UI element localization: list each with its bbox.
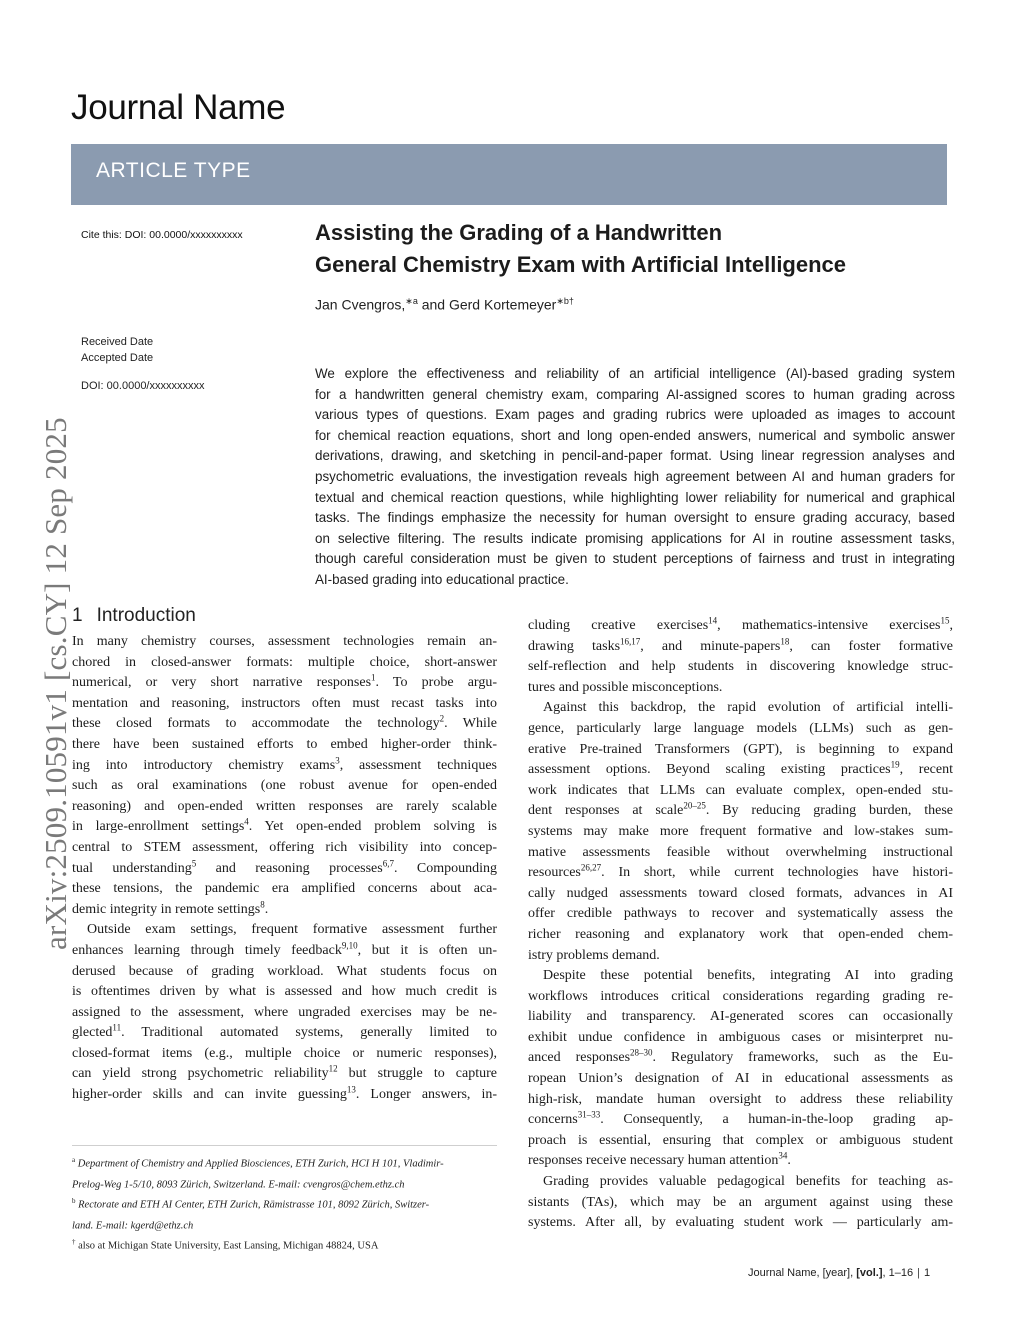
text-line <box>528 1213 953 1234</box>
text-run: . <box>787 1153 791 1169</box>
text-run: Outside exam settings, frequent formative assessment further <box>87 922 497 938</box>
text-run: Grading provides valuable pedagogical benefits for teaching as- <box>543 1174 953 1190</box>
text-run: work indicates that LLMs can evaluate complex, open-ended stu- <box>528 782 953 798</box>
text-line <box>72 1003 497 1024</box>
citation-ref: 13 <box>346 1084 356 1095</box>
text-line <box>528 1151 953 1172</box>
abstract-line: derivations, drawing, and sketching in pencil-and-paper format. Using linear regression analyses and <box>315 448 955 464</box>
text-line <box>528 904 953 925</box>
text-run: liability and transparency. AI-generated scores can occasionally <box>528 1009 953 1025</box>
text-run: . Longer answers, in- <box>355 1087 498 1103</box>
citation-ref: 4 <box>244 816 249 827</box>
text-run: offer credible pathways to recover and systematically assess the <box>528 906 953 922</box>
text-line <box>528 884 953 905</box>
footer-journal: Journal Name, [year], <box>748 1267 857 1279</box>
arxiv-identifier-stamp: arXiv:2509.10591v1 [cs.CY] 12 Sep 2025 <box>38 417 73 950</box>
text-run: Against this backdrop, the rapid evolution of artificial intelli- <box>543 700 953 716</box>
journal-name: Journal Name <box>71 88 286 127</box>
abstract-line: We explore the effectiveness and reliability of an artificial intelligence (AI)-based grading system <box>315 366 955 381</box>
title-line-2: General Chemistry Exam with Artificial Intelligence <box>315 252 847 277</box>
citation-ref: 26,27 <box>580 862 602 873</box>
text-line <box>72 735 497 756</box>
text-run: is oftentimes driven by what is assessed and how much credit is <box>72 984 497 1000</box>
article-dates <box>81 334 153 366</box>
footnote-line <box>72 1173 497 1194</box>
received-date: Received Date <box>81 336 154 348</box>
text-run: but struggle to capture <box>337 1066 497 1082</box>
text-run: chored in closed-answer formats: multiple choice, short-answer <box>72 654 497 670</box>
abstract-line: for chemical reaction equations, short and long open-ended answers, numerical and symbolic answer <box>315 427 955 443</box>
footnote-line <box>72 1152 497 1173</box>
text-line <box>72 1044 497 1065</box>
footer-page-number: 1 <box>923 1267 931 1279</box>
text-run: derused because of grading workload. What students focus on <box>72 963 497 979</box>
text-line <box>72 982 497 1003</box>
title-line-1: Assisting the Grading of a Handwritten <box>315 220 723 245</box>
text-line <box>72 962 497 983</box>
text-run: systems. After all, by evaluating student work — particularly am- <box>528 1215 953 1231</box>
text-run: cally nudged assessments toward closed formats, advances in AI <box>528 885 953 901</box>
text-line <box>528 822 953 843</box>
body-column-left <box>72 632 497 1106</box>
author-list <box>315 296 574 313</box>
footnote-line <box>72 1234 497 1255</box>
affiliation-footnotes <box>72 1152 497 1255</box>
text-run: , but it is often un- <box>357 942 498 958</box>
text-line <box>72 673 497 694</box>
footer-volume: [vol.] <box>856 1267 883 1279</box>
abstract-line: tasks. The findings emphasize the necessity for human oversight to ensure grading accuracy, based <box>315 510 955 526</box>
citation-ref: 3 <box>335 754 340 765</box>
footnote-text: Department of Chemistry and Applied Biosciences, ETH Zurich, HCI H 101, Vladimir- <box>75 1158 444 1170</box>
footnote-text: Rectorate and ETH AI Center, ETH Zurich, Rämistrasse 101, 8092 Zürich, Switzer- <box>75 1199 430 1211</box>
text-line <box>528 1172 953 1193</box>
text-run: richer reasoning and explanatory work that open-ended chem- <box>528 926 953 942</box>
footnote-text: Prelog-Weg 1-5/10, 8093 Zürich, Switzerland. E-mail: cvengros@chem.ethz.ch <box>72 1179 405 1190</box>
text-run: workflows introduces critical considerations regarding grading re- <box>528 988 953 1004</box>
citation-ref: 14 <box>708 615 718 626</box>
footnote-divider <box>72 1145 497 1146</box>
citation-ref: 1 <box>371 672 376 683</box>
text-run: . Consequently, a human-in-the-loop grading ap- <box>600 1112 953 1128</box>
text-line <box>528 1193 953 1214</box>
text-run: assigned to the assessment, where ungraded exercises may be ne- <box>72 1004 497 1020</box>
text-line <box>528 1069 953 1090</box>
text-line <box>528 781 953 802</box>
text-run: can yield strong psychometric reliability <box>72 1066 329 1082</box>
footnote-text: also at Michigan State University, East Lansing, Michigan 48824, USA <box>75 1240 379 1252</box>
text-line <box>528 1131 953 1152</box>
text-run: tual understanding <box>72 860 192 876</box>
paper-title <box>315 217 955 281</box>
citation-ref: 12 <box>328 1063 338 1074</box>
citation-ref: 18 <box>780 635 790 646</box>
text-run: , assessment techniques <box>339 757 497 773</box>
text-run: mative assessments feasible without overwhelming instructional <box>528 844 953 860</box>
text-run: such as oral examinations (one robust avenue for open-ended <box>72 778 497 794</box>
footnote-mark: b <box>72 1197 76 1205</box>
article-type-banner <box>71 144 947 205</box>
text-run: mentation and reasoning, instructors often must recast tasks into <box>72 695 497 711</box>
text-line <box>72 653 497 674</box>
text-line <box>72 1064 497 1085</box>
text-line <box>528 616 953 637</box>
footnote-line <box>72 1193 497 1214</box>
accepted-date: Accepted Date <box>81 352 154 364</box>
citation-ref: 20–25 <box>683 800 706 811</box>
footnote-mark: a <box>72 1156 76 1164</box>
text-line <box>528 987 953 1008</box>
author-kortemeyer: Gerd Kortemeyer <box>448 296 557 313</box>
text-line <box>72 776 497 797</box>
text-run: anced responses <box>528 1050 631 1066</box>
text-line <box>528 1110 953 1131</box>
text-line <box>528 698 953 719</box>
citation-ref: 16,17 <box>620 635 641 646</box>
citation-ref: 5 <box>191 857 197 868</box>
text-run: . Compounding <box>393 860 497 876</box>
citation-ref: 9,10 <box>341 940 358 951</box>
citation-ref: 8 <box>260 899 265 910</box>
citation-ref: 11 <box>112 1022 122 1033</box>
text-run: demic integrity in remote settings <box>72 901 261 917</box>
text-run: proach is essential, ensuring that complex or ambiguous student <box>528 1132 953 1148</box>
text-run: cluding creative exercises <box>528 618 709 633</box>
text-run: glected <box>72 1025 113 1041</box>
author-affiliation-mark: ∗a <box>405 296 418 306</box>
abstract-line: though careful consideration must be given to student perceptions of fairness and trust in integrating <box>315 551 955 567</box>
text-run: and reasoning processes <box>196 860 383 876</box>
author-conjunction: and <box>417 296 449 313</box>
text-run: . While <box>444 716 497 732</box>
text-line <box>528 1090 953 1111</box>
text-line <box>528 966 953 987</box>
text-run: enhances learning through timely feedback <box>72 942 342 958</box>
author-affiliation-mark: ∗b† <box>556 296 574 306</box>
author-cvengros: Jan Cvengros, <box>315 296 406 313</box>
text-run: istry problems demand. <box>528 947 660 963</box>
text-line <box>528 1048 953 1069</box>
text-line <box>72 797 497 818</box>
abstract-line: AI-based grading into educational practice. <box>315 571 569 587</box>
text-line <box>528 719 953 740</box>
text-run: these tensions, the pandemic era amplified concerns about aca- <box>72 881 497 897</box>
text-line <box>528 863 953 884</box>
text-line <box>528 678 953 699</box>
citation-ref: 34 <box>778 1150 788 1161</box>
text-line <box>528 801 953 822</box>
text-run: , recent <box>899 762 953 778</box>
text-run: In many chemistry courses, assessment technologies remain an- <box>72 634 497 649</box>
text-run: , can foster formative <box>789 638 953 654</box>
text-run: concerns <box>528 1112 578 1128</box>
footnote-text: land. E-mail: kgerd@ethz.ch <box>72 1220 194 1231</box>
text-run: resources <box>528 865 581 881</box>
text-line <box>72 900 497 921</box>
footnote-line <box>72 1214 497 1235</box>
citation-ref: 2 <box>439 713 445 724</box>
text-run: gence, particularly large language models (LLMs) such as gen- <box>528 720 953 736</box>
text-run: . In short, while current technologies have histori- <box>601 865 953 881</box>
text-run: . To probe argu- <box>375 675 497 691</box>
section-title: Introduction <box>96 605 196 626</box>
cite-this-doi: Cite this: DOI: 00.0000/xxxxxxxxxx <box>81 229 243 241</box>
doi: DOI: 00.0000/xxxxxxxxxx <box>81 380 205 392</box>
footnote-mark: † <box>72 1238 76 1246</box>
citation-ref: 31–33 <box>577 1109 601 1120</box>
text-line <box>72 817 497 838</box>
text-line <box>528 925 953 946</box>
abstract-line: psychometric evaluations, the investigation reveals high agreement between AI and human graders for <box>315 468 955 484</box>
abstract-line: textual and chemical reaction questions, while highlighting lower reliability for numerical and graphical <box>315 489 955 505</box>
text-run: in large-enrollment settings <box>72 819 245 835</box>
text-run: . Yet open-ended problem solving is <box>248 819 497 835</box>
text-line <box>528 637 953 658</box>
text-line <box>72 920 497 941</box>
page-footer <box>748 1267 930 1279</box>
citation-ref: 15 <box>940 615 950 626</box>
text-line <box>72 859 497 880</box>
text-run: drawing tasks <box>528 638 621 654</box>
citation-ref: 6,7 <box>382 857 394 868</box>
text-line <box>72 632 497 653</box>
text-run: . Traditional automated systems, generally limited to <box>121 1025 497 1041</box>
citation-ref: 19 <box>890 759 900 770</box>
text-line <box>72 714 497 735</box>
section-heading-introduction <box>72 605 196 627</box>
text-line <box>72 1085 497 1106</box>
text-line <box>528 657 953 678</box>
text-run: exhibit undue confidence in ambiguous cases or misinterpret nu- <box>528 1029 953 1045</box>
text-run: responses receive necessary human attention <box>528 1153 779 1169</box>
text-run: self-reflection and help students in discovering knowledge struc- <box>528 659 953 675</box>
text-line <box>72 941 497 962</box>
text-line <box>72 694 497 715</box>
text-line <box>528 1007 953 1028</box>
abstract <box>315 364 955 591</box>
text-run: closed-format items (e.g., multiple choice or numeric responses), <box>72 1045 497 1061</box>
text-line <box>528 740 953 761</box>
text-run: Despite these potential benefits, integrating AI into grading <box>543 968 953 984</box>
text-run: high-risk, mandate human oversight to address these reliability <box>528 1091 953 1107</box>
text-line <box>72 1023 497 1044</box>
text-line <box>72 838 497 859</box>
text-run: systems may make more frequent formative and low-stakes sum- <box>528 823 953 839</box>
text-run: , <box>949 618 954 633</box>
text-line <box>528 760 953 781</box>
text-line <box>72 879 497 900</box>
footer-separator: | <box>917 1267 920 1279</box>
text-run: these closed formats to accommodate the technology <box>72 716 440 732</box>
text-run: sistants (TAs), which may be an argument against using these <box>528 1194 953 1210</box>
text-run: tures and possible misconceptions. <box>528 679 723 695</box>
text-run: assessment options. Beyond scaling existing practices <box>528 762 891 778</box>
section-number: 1 <box>72 605 83 626</box>
text-run: . By reducing grading burden, these <box>705 803 953 819</box>
text-run: numerical, or very short narrative responses <box>72 675 372 691</box>
text-run: higher-order skills and can invite guessing <box>72 1087 347 1103</box>
citation-ref: 28–30 <box>630 1047 653 1058</box>
footer-pages: , 1–16 <box>882 1267 914 1279</box>
text-run: , and minute-papers <box>640 638 781 654</box>
abstract-line: various types of questions. Exam pages and grading rubrics were uploaded as images to account <box>315 407 955 423</box>
text-line <box>528 843 953 864</box>
body-column-right <box>528 616 953 1234</box>
text-run: , mathematics-intensive exercises <box>717 618 941 633</box>
text-run: erative Pre-trained Transformers (GPT), is beginning to expand <box>528 741 953 757</box>
text-run: ing into introductory chemistry exams <box>72 757 336 773</box>
abstract-line: for a handwritten general chemistry exam, comparing AI-assigned scores to human grading across <box>315 386 955 402</box>
text-run: . <box>264 901 269 917</box>
text-run: ropean Union’s designation of AI in educational assessments as <box>528 1071 953 1087</box>
text-run: there have been sustained efforts to embed higher-order think- <box>72 736 497 752</box>
text-line <box>528 1028 953 1049</box>
text-line <box>72 756 497 777</box>
abstract-line: on selective filtering. The results indicate promising applications for AI in routine assessment tasks, <box>315 530 955 546</box>
text-run: dent responses at scale <box>528 803 684 819</box>
article-type: ARTICLE TYPE <box>96 159 251 182</box>
text-run: reasoning) and open-ended written responses are rarely scalable <box>72 798 497 814</box>
text-run: . Regulatory frameworks, such as the Eu- <box>652 1050 954 1066</box>
text-line <box>528 946 953 967</box>
text-run: central to STEM assessment, offering rich visibility into concep- <box>72 839 497 855</box>
